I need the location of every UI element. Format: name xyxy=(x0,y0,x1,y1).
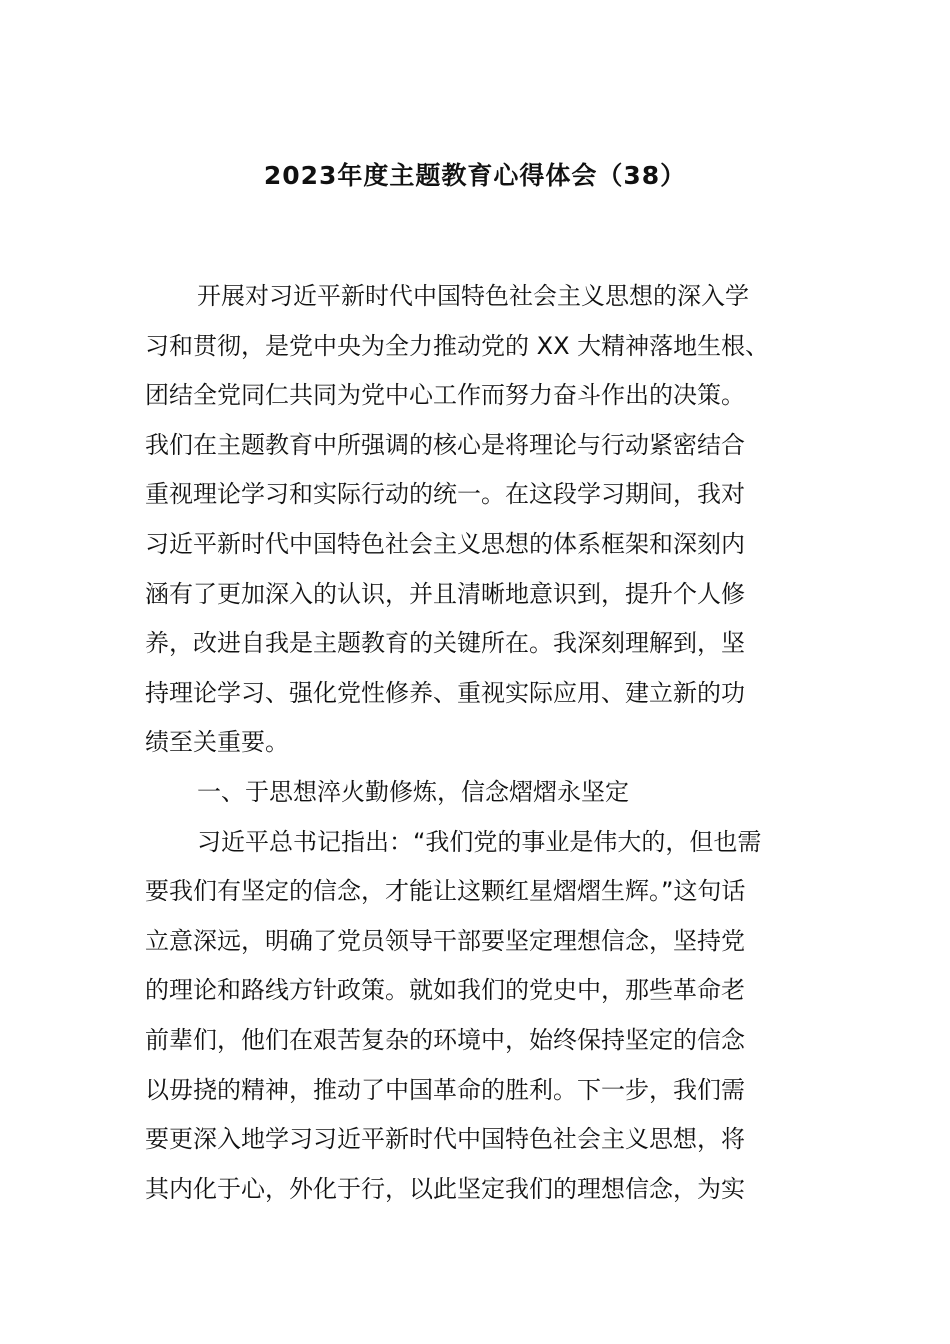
paragraph-section-one xyxy=(145,818,815,1215)
paragraph-intro xyxy=(145,272,815,768)
text-line: 前辈们，他们在艰苦复杂的环境中，始终保持坚定的信念 xyxy=(145,1025,745,1054)
text-line: 团结全党同仁共同为党中心工作而努力奋斗作出的决策。 xyxy=(145,381,745,410)
text-line: 重视理论学习和实际行动的统一。在这段学习期间，我对 xyxy=(145,480,745,509)
text-line: 立意深远，明确了党员领导干部要坚定理想信念，坚持党 xyxy=(145,926,745,955)
heading-line: 一、于思想淬火勤修炼，信念熠熠永坚定 xyxy=(197,777,629,806)
document-body xyxy=(145,272,815,1214)
text-line: 我们在主题教育中所强调的核心是将理论与行动紧密结合 xyxy=(145,430,745,459)
text-line: 习和贯彻，是党中央为全力推动党的 XX 大精神落地生根、 xyxy=(145,331,770,360)
section-heading xyxy=(145,768,815,818)
text-line: 绩至关重要。 xyxy=(145,728,289,757)
text-line: 开展对习近平新时代中国特色社会主义思想的深入学 xyxy=(197,282,749,310)
text-line: 以毋挠的精神，推动了中国革命的胜利。下一步，我们需 xyxy=(145,1075,745,1104)
text-line: 养，改进自我是主题教育的关键所在。我深刻理解到，坚 xyxy=(145,629,745,658)
text-line: 要更深入地学习习近平新时代中国特色社会主义思想，将 xyxy=(145,1125,745,1154)
text-line: 习近平新时代中国特色社会主义思想的体系框架和深刻内 xyxy=(145,529,745,558)
text-line: 的理论和路线方针政策。就如我们的党史中，那些革命老 xyxy=(145,976,745,1005)
text-line: 其内化于心，外化于行，以此坚定我们的理想信念，为实 xyxy=(145,1174,745,1203)
text-line: 持理论学习、强化党性修养、重视实际应用、建立新的功 xyxy=(145,678,745,707)
text-line: 习近平总书记指出：“我们党的事业是伟大的，但也需 xyxy=(197,827,762,856)
text-line: 涵有了更加深入的认识，并且清晰地意识到，提升个人修 xyxy=(145,579,745,608)
document-title: 2023年度主题教育心得体会（38） xyxy=(263,161,687,190)
text-line: 要我们有坚定的信念，才能让这颗红星熠熠生辉。”这句话 xyxy=(145,877,746,906)
